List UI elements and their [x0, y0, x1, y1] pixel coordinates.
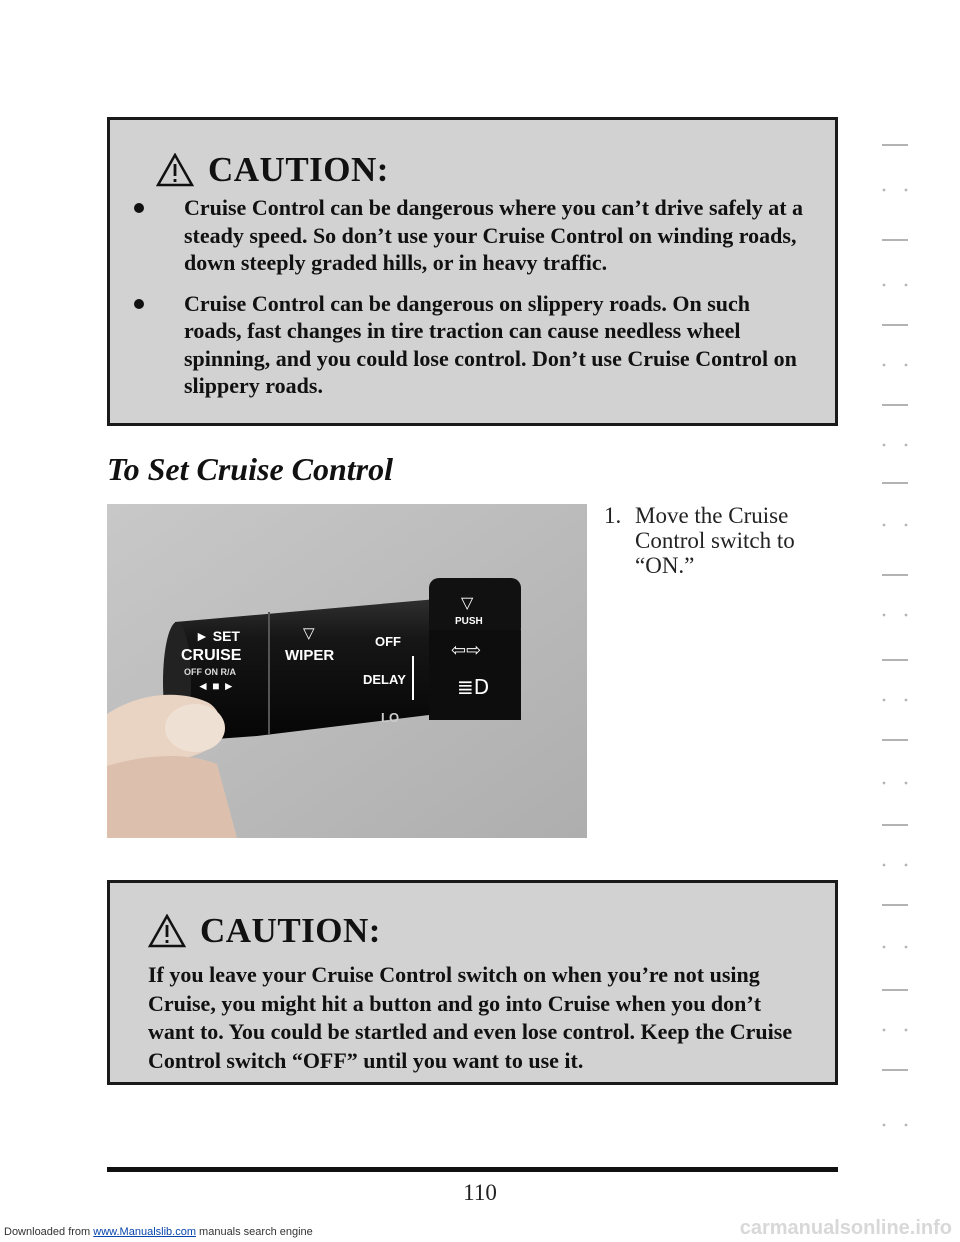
wiper-icon: ▽: [303, 625, 315, 642]
caution-header: [156, 150, 389, 190]
label-wiper: WIPER: [285, 647, 335, 664]
caution-text: If you leave your Cruise Control switch on when you’re not using Cruise, you might hit a button and go into Cruise when you don’t want to. You could be startled and even lose control. Keep the Cruise Control switch “OFF” until you want to use it.: [148, 962, 793, 1073]
headlamp-icon: ≣D: [457, 675, 490, 699]
turn-arrows-icon: ⇦⇨: [451, 640, 482, 661]
label-cruise: CRUISE: [181, 647, 242, 664]
label-off: OFF: [375, 634, 401, 649]
warning-triangle-icon: [156, 153, 194, 187]
label-off-on-ra: OFF ON R/A: [184, 667, 236, 677]
step-number: 1.: [604, 503, 622, 528]
caution-box-top: [107, 117, 838, 426]
page-rule: [107, 1167, 838, 1172]
download-footer: Downloaded from www.Manualslib.com manuals search engine: [4, 1226, 313, 1238]
margin-tab-marks: [872, 95, 932, 1165]
caution-bullet-item: Cruise Control can be dangerous where you can’t drive safely at a steady speed. So don’t use your Cruise Control on winding roads, down steeply graded hills, or in heavy traffic.: [132, 194, 805, 277]
label-push: PUSH: [455, 616, 483, 627]
bullet-icon: [134, 203, 144, 213]
caution-box-bottom: [107, 880, 838, 1085]
caution-title: CAUTION:: [208, 150, 389, 189]
page-number: 110: [463, 1180, 497, 1205]
caution-header: [148, 911, 381, 951]
caution-bullet-list: [132, 194, 805, 413]
manualslib-link[interactable]: www.Manualslib.com: [93, 1226, 196, 1238]
label-delay: DELAY: [363, 672, 406, 687]
cruise-control-stalk-photo: [107, 504, 587, 838]
watermark: carmanualsonline.info: [739, 1217, 952, 1239]
caution-bullet-item: Cruise Control can be dangerous on slippery roads. On such roads, fast changes in tire traction can cause needless wheel spinning, and you could lose control. Don’t use Cruise Control on slippery roads.: [132, 290, 805, 400]
bullet-icon: [134, 299, 144, 309]
label-lo: LO: [381, 710, 400, 725]
label-set: ► SET: [195, 628, 240, 644]
stalk-illustration: [107, 504, 587, 838]
section-heading: To Set Cruise Control: [107, 451, 394, 487]
caution-title: CAUTION:: [200, 911, 381, 950]
arrows-label: ◄ ■ ►: [197, 679, 235, 693]
step-text: Move the Cruise Control switch to “ON.”: [635, 503, 795, 578]
washer-icon: ▽: [461, 595, 474, 612]
warning-triangle-icon: [148, 914, 186, 948]
instruction-step: [604, 503, 834, 578]
